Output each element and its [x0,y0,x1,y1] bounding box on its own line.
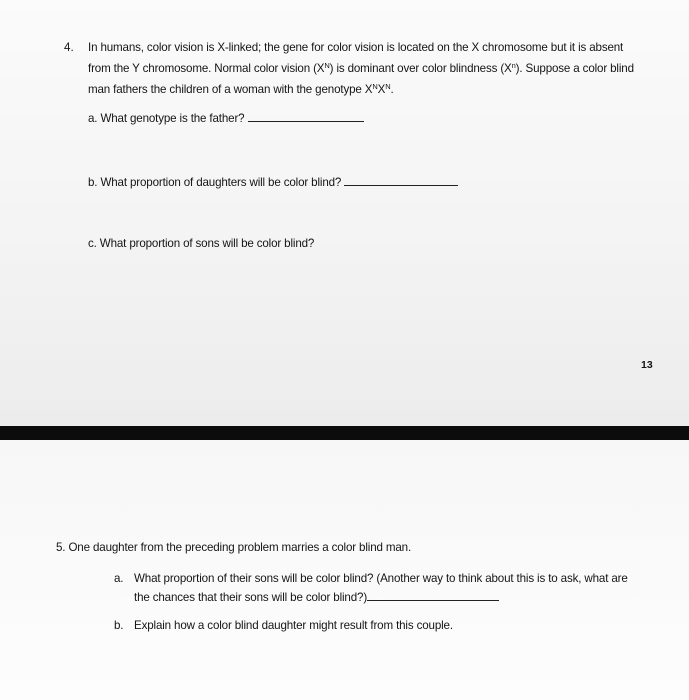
question-4b-prompt: b. What proportion of daughters will be color blind? [88,176,342,189]
answer-blank-4a[interactable] [248,110,364,122]
page-divider [0,426,689,440]
answer-blank-4b[interactable] [344,174,458,186]
page-number: 13 [641,359,653,371]
question-5-intro: 5. One daughter from the preceding problem marries a color blind man. [56,541,412,554]
question-5b-label: b. [114,619,124,632]
question-4a-prompt: a. What genotype is the father? [88,112,245,125]
question-4b [88,174,458,190]
question-5a-label: a. [114,572,124,585]
answer-blank-5a[interactable] [367,589,499,601]
question-4-line-2: from the Y chromosome. Normal color vision $(X^N)$ is dominant over color blindness $(X^n)$. Suppose a color blind [88,61,634,75]
question-4-line-1: In humans, color vision is X-linked; the gene for color vision is located on the X chromosome but it is absent [88,41,624,54]
question-5a-line-2-text: the chances that their sons will be color blind?) [134,591,368,604]
question-5a-line-1: What proportion of their sons will be color blind? (Another way to think about this is to ask, what are [134,572,628,585]
worksheet-page-bottom [0,440,689,700]
question-5a-line-2 [134,589,499,605]
question-4c-prompt: c. What proportion of sons will be color blind? [88,237,315,250]
question-5b-text: Explain how a color blind daughter might result from this couple. [134,619,453,632]
question-4-number: 4. [64,41,74,54]
question-4a [88,110,364,126]
question-4-line-3: man fathers the children of a woman with the genotype $X^NX^N$. [88,82,394,96]
